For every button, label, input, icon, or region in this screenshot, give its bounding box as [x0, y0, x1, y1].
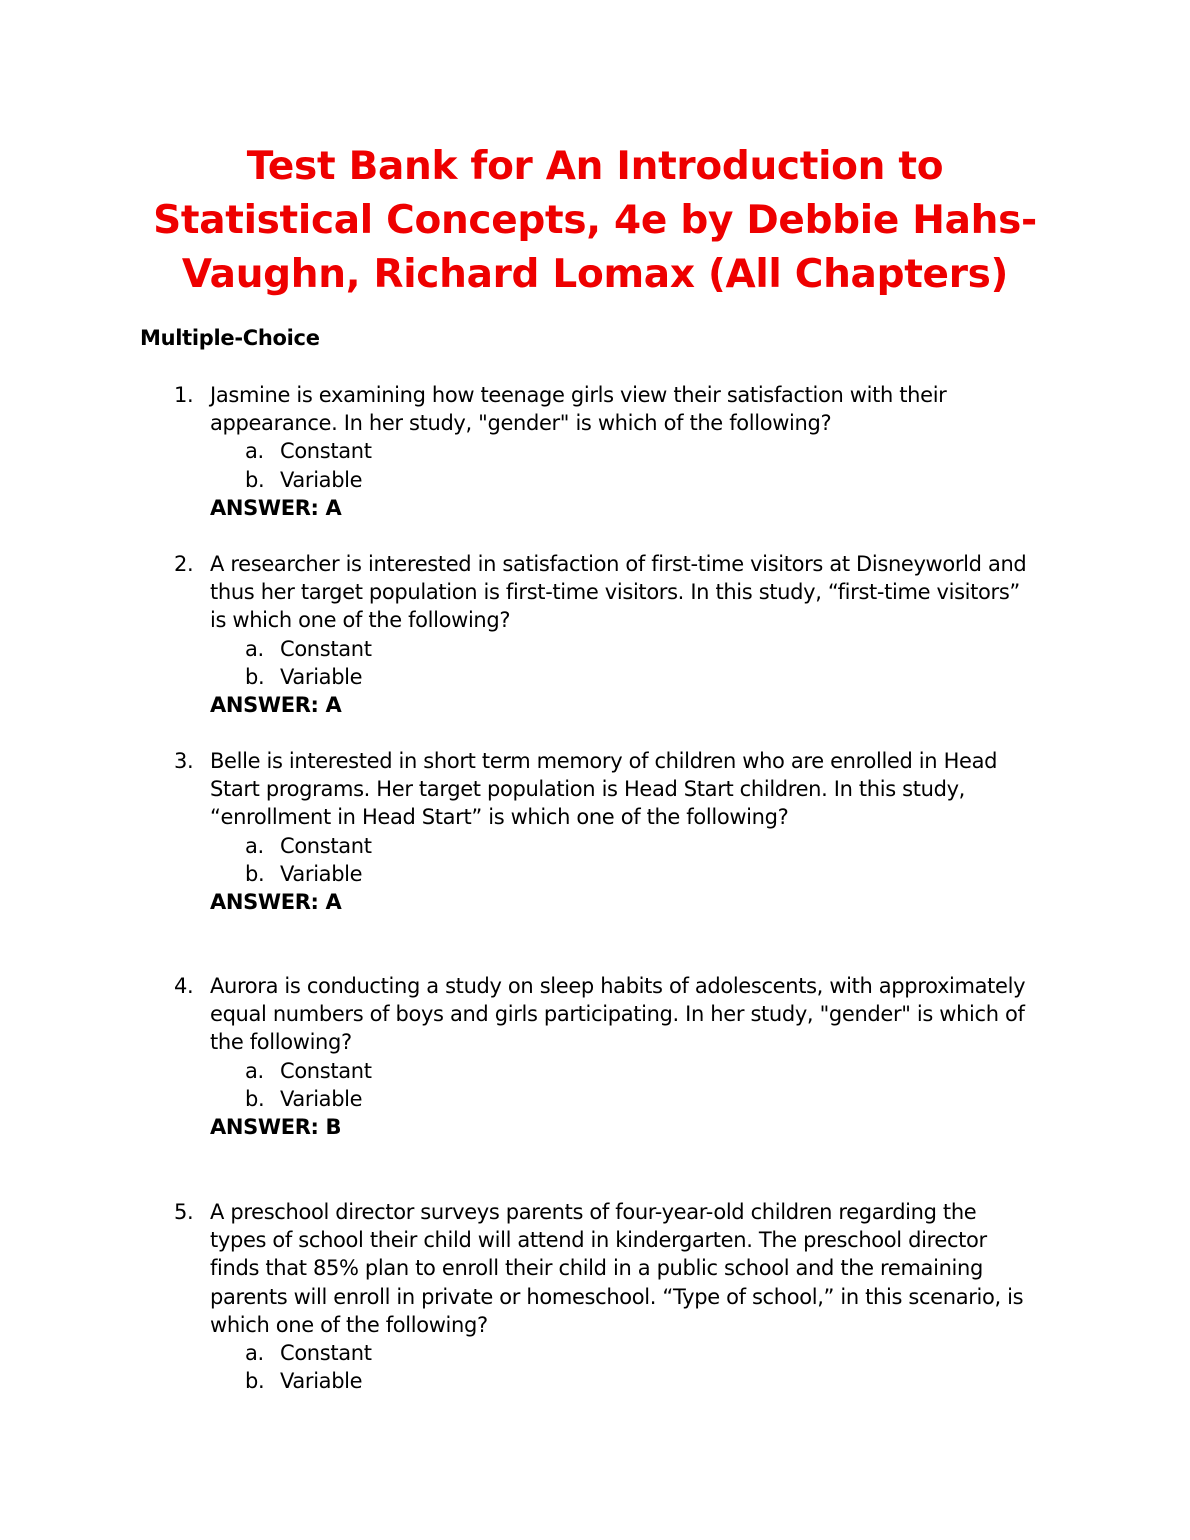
- option-letter: b.: [245, 467, 265, 492]
- section-heading: Multiple-Choice: [140, 326, 320, 350]
- option-a: [245, 1057, 1074, 1085]
- option-a: [245, 832, 1074, 860]
- question-number: 5.: [174, 1200, 194, 1224]
- option-text: Constant: [280, 833, 372, 858]
- title-line: Test Bank for An Introduction to: [246, 144, 944, 189]
- option-text: Constant: [280, 636, 372, 661]
- option-b: [245, 860, 1074, 888]
- title-line: Statistical Concepts, 4e by Debbie Hahs-: [153, 198, 1037, 243]
- question-line: equal numbers of boys and girls participating. In her study, "gender" is which of: [210, 1002, 1025, 1027]
- option-text: Variable: [280, 467, 363, 492]
- question-line: Start programs. Her target population is Head Start children. In this study,: [210, 777, 965, 802]
- question-number: 1.: [174, 383, 194, 407]
- option-b: [245, 466, 1074, 494]
- option-letter: a.: [245, 636, 264, 661]
- question-line: appearance. In her study, "gender" is which of the following?: [210, 411, 832, 436]
- option-letter: b.: [245, 861, 265, 886]
- option-text: Constant: [280, 439, 372, 464]
- option-letter: a.: [245, 439, 264, 464]
- question-line: Belle is interested in short term memory of children who are enrolled in Head: [210, 749, 998, 773]
- question-line: “enrollment in Head Start” is which one of the following?: [210, 805, 789, 830]
- option-b: [245, 1085, 1074, 1113]
- option-letter: a.: [245, 1058, 264, 1083]
- option-a: [245, 1339, 1074, 1367]
- question-4: [174, 972, 1074, 1141]
- question-line: which one of the following?: [210, 1312, 488, 1337]
- option-text: Variable: [280, 1086, 363, 1111]
- question-number: 3.: [174, 749, 194, 773]
- option-a: [245, 437, 1074, 465]
- option-text: Variable: [280, 861, 363, 886]
- question-text: [210, 550, 1074, 635]
- question-line: finds that 85% plan to enroll their child in a public school and the remaining: [210, 1256, 983, 1281]
- question-line: Jasmine is examining how teenage girls view their satisfaction with their: [210, 383, 947, 407]
- option-b: [245, 1367, 1074, 1395]
- question-number: 2.: [174, 552, 194, 576]
- question-line: thus her target population is first-time visitors. In this study, “first-time visitors”: [210, 580, 1020, 605]
- option-letter: a.: [245, 833, 264, 858]
- option-letter: a.: [245, 1341, 264, 1366]
- option-text: Variable: [280, 664, 363, 689]
- answer-key: ANSWER: A: [210, 495, 342, 520]
- question-text: [210, 747, 1074, 832]
- answer-key: ANSWER: A: [210, 693, 342, 718]
- document-title: [95, 140, 1095, 302]
- question-number: 4.: [174, 974, 194, 998]
- question-line: the following?: [210, 1030, 352, 1055]
- option-text: Variable: [280, 1369, 363, 1394]
- question-2: [174, 550, 1074, 719]
- answer-key: ANSWER: A: [210, 890, 342, 915]
- option-letter: b.: [245, 1369, 265, 1394]
- option-text: Constant: [280, 1341, 372, 1366]
- answer-key: ANSWER: B: [210, 1115, 342, 1140]
- option-text: Constant: [280, 1058, 372, 1083]
- question-line: A researcher is interested in satisfaction of first-time visitors at Disneyworld and: [210, 552, 1027, 576]
- question-line: is which one of the following?: [210, 608, 511, 633]
- question-text: [210, 972, 1074, 1057]
- title-line: Vaughn, Richard Lomax (All Chapters): [181, 252, 1009, 297]
- question-1: [174, 381, 1074, 522]
- question-line: types of school their child will attend in kindergarten. The preschool director: [210, 1228, 987, 1253]
- question-text: [210, 1198, 1074, 1339]
- question-text: [210, 381, 1074, 437]
- option-letter: b.: [245, 1086, 265, 1111]
- question-3: [174, 747, 1074, 916]
- question-5: [174, 1198, 1074, 1395]
- option-a: [245, 635, 1074, 663]
- question-line: parents will enroll in private or homeschool. “Type of school,” in this scenario, is: [210, 1284, 1024, 1309]
- question-line: A preschool director surveys parents of four-year-old children regarding the: [210, 1200, 977, 1224]
- question-line: Aurora is conducting a study on sleep habits of adolescents, with approximately: [210, 974, 1026, 998]
- option-b: [245, 663, 1074, 691]
- option-letter: b.: [245, 664, 265, 689]
